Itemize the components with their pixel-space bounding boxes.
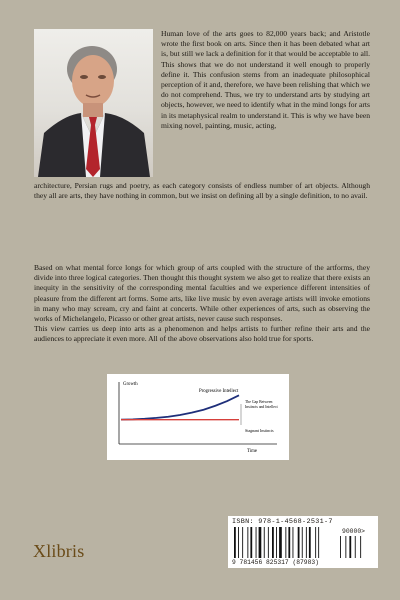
y-axis-label: Growth	[123, 382, 138, 387]
blurb-paragraph-1-bottom: architecture, Persian rugs and poetry, as each category consists of endless number of art objects. Although they all are arts, they have nothing in common, but we insist on defining all by a single definition, to no avail.	[34, 181, 370, 201]
barcode-bar	[272, 527, 274, 558]
isbn-barcode-block	[228, 516, 378, 568]
barcode-bar	[306, 527, 307, 558]
series-line-0	[121, 395, 239, 419]
annotation-progressive-intellect: Progressive Intellect	[199, 389, 239, 394]
annotation-gap	[245, 400, 279, 409]
barcode-bar	[288, 527, 290, 558]
barcode-addon-bar	[355, 536, 356, 558]
barcode-bar	[309, 527, 311, 558]
barcode-bar	[264, 527, 265, 558]
barcode-bar	[276, 527, 277, 558]
barcode-bar	[318, 527, 319, 558]
annotation-stagnant-instincts: Stagnant Instincts	[245, 428, 274, 433]
x-axis-label: Time	[247, 449, 257, 454]
barcode-bar	[238, 527, 239, 558]
barcode-bar	[247, 527, 248, 558]
blurb-paragraph-2: Based on what mental force longs for which group of arts coupled with the structure of the artforms, they divide into three logical categories. Then thought this thought system we also get to realize that there exists an inequity in the sensitivity of the corresponding mental faculties and we experience different intensities of pleasure from the different art forms. Some arts, like live music by even average artists will invoke emotions in many who may scream, cry and faint at concerts. While other experiences of arts, such as observing the works of Michelangelo, Picasso or other great artists, never cause such responses. This view carries us deep into arts as a phenomenon and helps artists to further refine their arts and the audiences to appreciate it even more. All of the above observations also hold true for sports.	[34, 263, 370, 344]
barcode-addon-bar	[340, 536, 341, 558]
barcode-bar	[268, 527, 269, 558]
barcode-bar	[302, 527, 303, 558]
author-photo	[34, 29, 153, 177]
publisher-logo: Xlibris	[33, 541, 85, 561]
growth-chart	[107, 374, 289, 460]
barcode-bar	[234, 527, 236, 558]
barcode-bar	[293, 527, 294, 558]
barcode-bar	[279, 527, 282, 558]
barcode-bar	[242, 527, 243, 558]
barcode-bar	[298, 527, 300, 558]
blurb-paragraph-1-top: Human love of the arts goes to 82,000 years back; and Aristotle wrote the first book on arts. Since then it has been debated what art is, but still we lack a definition for it that would be acceptable to all. This shows that we do not understand it well enough to properly define it. This confusion stems from an inadequate philosophical perception of it and, therefore, we have been relishing that which we do not comprehend. Thus, we try to understand arts by studying art objects, however, we need to identify what in the mind longs for arts in its metaphysical realm to understand it. This is why we have been mixing novel, painting, music, acting,	[161, 29, 370, 130]
annotation-gap-line-1: The Gap Between	[245, 400, 273, 404]
isbn-label: ISBN: 978-1-4568-2531-7	[232, 518, 333, 526]
barcode-bar	[259, 527, 262, 558]
barcode-bar	[250, 527, 252, 558]
barcode-addon-bar	[360, 536, 361, 558]
annotation-gap-line-2: Instincts and Intellect	[245, 405, 278, 409]
barcode-digits: 9 781456 825317 (87983)	[232, 559, 319, 566]
barcode-bar	[285, 527, 286, 558]
barcode-addon-bar	[349, 536, 351, 558]
barcode-bar	[256, 527, 257, 558]
barcode-bar	[315, 527, 316, 558]
isbn-addon-code: 90000>	[342, 528, 366, 535]
growth-chart-svg	[107, 374, 289, 460]
barcode-addon-bar	[345, 536, 346, 558]
